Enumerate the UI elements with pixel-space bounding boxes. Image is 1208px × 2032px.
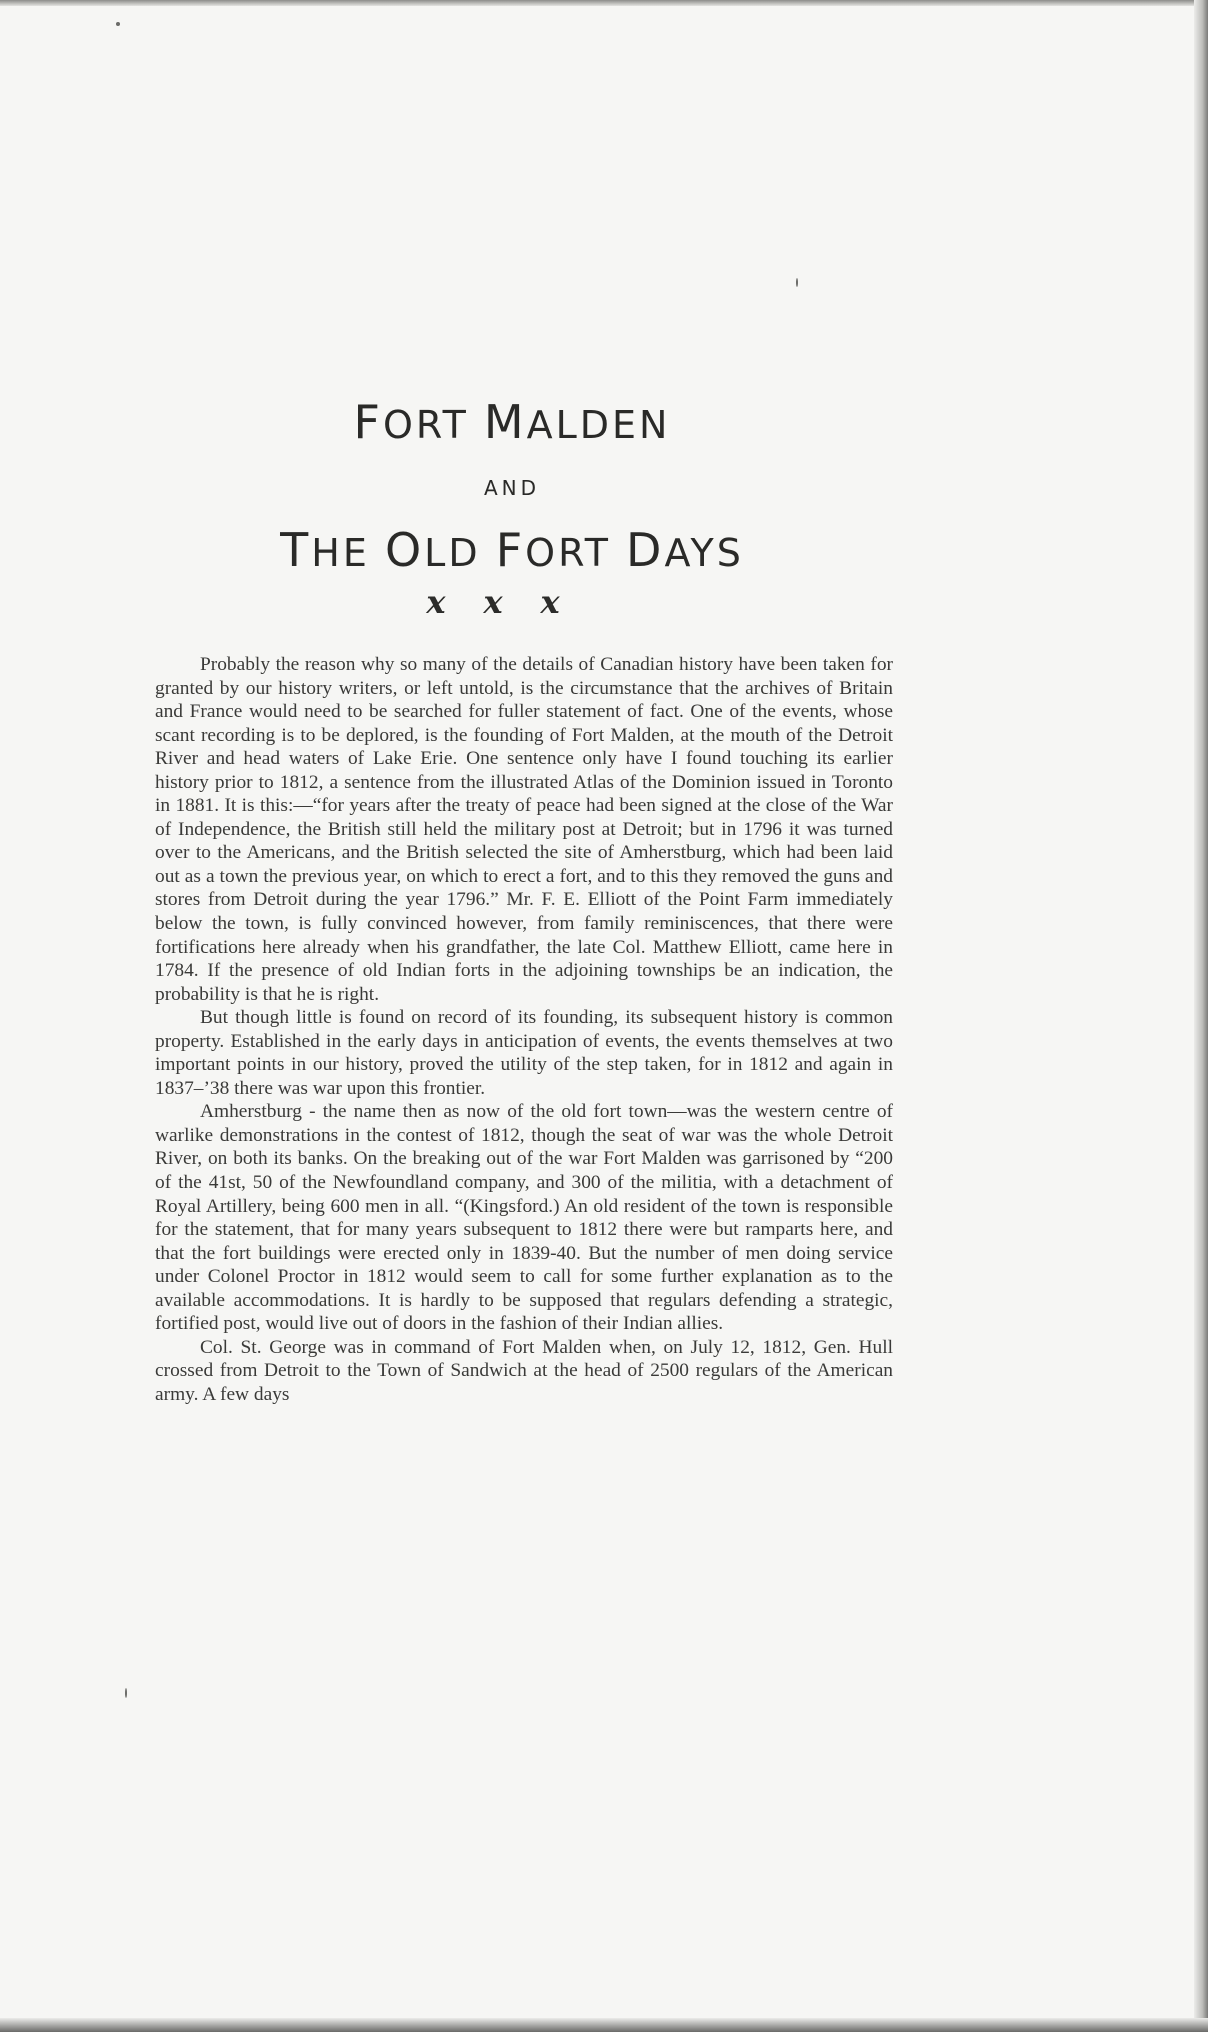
page-subtitle: THE OLD FORT DAYS <box>280 523 744 577</box>
ornament-divider: xxx <box>426 583 598 621</box>
dust-speck <box>125 1688 127 1698</box>
paragraph: Amherstburg - the name then as now of the old fort town—was the western centre of warlike demonstrations in the contest of 1812, though the seat of war was the whole Detroit River, on both its banks. On the breaking out of the war Fort Malden was garrisoned by “200 of the 41st, 50 of the Newfoundland company, and 300 of the militia, with a detachment of Royal Artillery, being 600 men in all. “(Kingsford.) An old resident of the town is responsible for the statement, that for many years subsequent to 1812 there were but ramparts here, and that the fort buildings were erected only in 1839-40. But the number of men doing service under Colonel Proctor in 1812 would seem to call for some further explanation as to the available accommodations. It is hardly to be supposed that regulars defending a strategic, fortified post, would live out of doors in the fashion of their Indian allies. <box>155 1101 893 1335</box>
page-edge-right <box>1194 0 1208 2032</box>
body-text <box>155 653 893 1407</box>
page-edge-bottom <box>0 2018 1208 2032</box>
paragraph: But though little is found on record of its founding, its subsequent history is common property. Established in the early days in anticipation of events, the events themselves at two important points in our history, proved the utility of the step taken, for in 1812 and again in 1837–’38 there was war upon this frontier. <box>155 1007 893 1099</box>
title-connector: AND <box>483 476 541 500</box>
dust-speck <box>796 278 798 287</box>
page-edge-top <box>0 0 1208 6</box>
page-title: FORT MALDEN <box>353 395 671 449</box>
paragraph: Probably the reason why so many of the details of Canadian history have been taken for granted by our history writers, or left untold, is the circumstance that the archives of Britain and France would need to be searched for fuller statement of fact. One of the events, whose scant recording is to be deplored, is the founding of Fort Malden, at the mouth of the Detroit River and head waters of Lake Erie. One sentence only have I found touching its earlier history prior to 1812, a sentence from the illustrated Atlas of the Dominion issued in Toronto in 1881. It is this:—“for years after the treaty of peace had been signed at the close of the War of Independence, the British still held the military post at Detroit; but in 1796 it was turned over to the Americans, and the British selected the site of Amherstburg, which had been laid out as a town the previous year, on which to erect a fort, and to this they removed the guns and stores from Detroit during the year 1796.” Mr. F. E. Elliott of the Point Farm immediately below the town, is fully convinced however, from family reminiscences, that there were fortifications here already when his grandfather, the late Col. Matthew Elliott, came here in 1784. If the presence of old Indian forts in the adjoining townships be an indication, the probability is that he is right. <box>155 654 893 1005</box>
paragraph: Col. St. George was in command of Fort Malden when, on July 12, 1812, Gen. Hull crossed from Detroit to the Town of Sandwich at the head of 2500 regulars of the American army. A few days <box>155 1336 893 1405</box>
dust-speck <box>116 22 120 26</box>
